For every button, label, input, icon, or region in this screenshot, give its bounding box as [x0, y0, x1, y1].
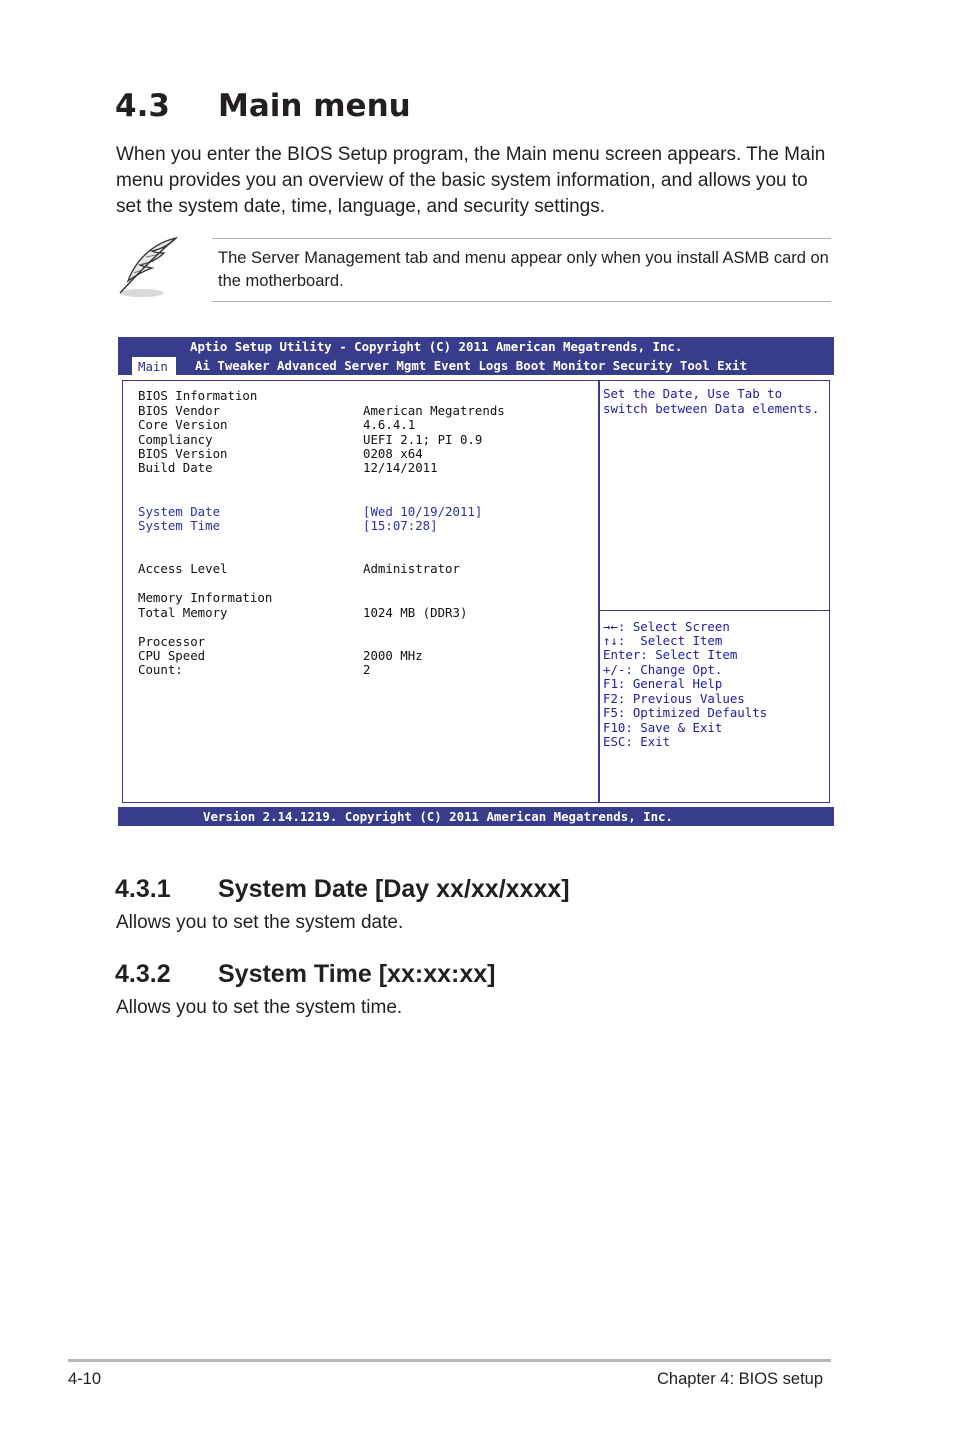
- subsection-description: Allows you to set the system time.: [116, 997, 403, 1018]
- row-value: 12/14/2011: [363, 460, 438, 475]
- intro-paragraph: When you enter the BIOS Setup program, the Main menu screen appears. The Main menu provides you an overview of the basic system information, and allows you to set the system date, time, language, and security settings.: [116, 144, 826, 217]
- row-value: Administrator: [363, 561, 460, 576]
- row-label: Memory Information: [138, 590, 273, 605]
- row-label: Compliancy: [138, 432, 213, 447]
- bios-version-bar: [118, 807, 834, 826]
- key-hint: Enter: Select Item: [603, 647, 738, 662]
- subsection-heading: [115, 875, 570, 904]
- subsection-description: Allows you to set the system date.: [116, 912, 404, 933]
- row-value: 2: [363, 662, 371, 677]
- bios-version: Version 2.14.1219. Copyright (C) 2011 American Megatrends, Inc.: [203, 809, 673, 824]
- row-value: UEFI 2.1; PI 0.9: [363, 432, 483, 447]
- section-heading: [115, 88, 411, 124]
- row-label: Build Date: [138, 460, 213, 475]
- section-title: Main menu: [218, 88, 411, 124]
- key-hint: ↑↓: Select Item: [603, 633, 723, 648]
- page-number: 4-10: [68, 1370, 102, 1388]
- key-hint: F10: Save & Exit: [603, 720, 723, 735]
- subsection-title: System Time [xx:xx:xx]: [218, 960, 496, 988]
- row-value: 4.6.4.1: [363, 417, 416, 432]
- bios-screenshot: [118, 337, 834, 826]
- feather-quill-icon: [114, 235, 184, 299]
- row-label: BIOS Information: [138, 388, 258, 403]
- help-text: switch between Data elements.: [603, 401, 820, 416]
- system-date-label[interactable]: System Date: [138, 504, 221, 519]
- row-label: Access Level: [138, 561, 228, 576]
- row-label: Core Version: [138, 417, 228, 432]
- row-label: Processor: [138, 634, 206, 649]
- tab-main[interactable]: Main: [132, 357, 176, 375]
- footer-rule: [68, 1359, 831, 1362]
- system-time-label[interactable]: System Time: [138, 518, 221, 533]
- row-value: 2000 MHz: [363, 648, 423, 663]
- help-text: Set the Date, Use Tab to: [603, 386, 783, 401]
- key-hint: →←: Select Screen: [603, 619, 730, 634]
- bios-title-bar: [118, 337, 834, 375]
- key-hint: +/-: Change Opt.: [603, 662, 723, 677]
- row-value: 1024 MB (DDR3): [363, 605, 468, 620]
- system-date-value[interactable]: [Wed 10/19/2011]: [363, 504, 483, 519]
- row-value: 0208 x64: [363, 446, 423, 461]
- note-top-rule: [212, 238, 831, 239]
- subsection-heading: [115, 960, 495, 989]
- note-bottom-rule: [212, 301, 831, 302]
- row-label: Count:: [138, 662, 183, 677]
- system-time-value[interactable]: [15:07:28]: [363, 518, 438, 533]
- row-label: Total Memory: [138, 605, 228, 620]
- row-value: American Megatrends: [363, 403, 505, 418]
- row-label: BIOS Vendor: [138, 403, 221, 418]
- row-label: BIOS Version: [138, 446, 228, 461]
- note-text: The Server Management tab and menu appear only when you install ASMB card on the motherboard.: [218, 249, 829, 290]
- subsection-number: 4.3.1: [115, 875, 171, 903]
- chapter-label: Chapter 4: BIOS setup: [657, 1370, 824, 1388]
- subsection-number: 4.3.2: [115, 960, 171, 988]
- subsection-title: System Date [Day xx/xx/xxxx]: [218, 875, 570, 903]
- bios-title: Aptio Setup Utility - Copyright (C) 2011 American Megatrends, Inc.: [190, 339, 683, 354]
- key-hint: F2: Previous Values: [603, 691, 745, 706]
- key-hint: F5: Optimized Defaults: [603, 705, 768, 720]
- row-label: CPU Speed: [138, 648, 206, 663]
- help-divider: [599, 610, 830, 611]
- key-hint: ESC: Exit: [603, 734, 671, 749]
- section-number: 4.3: [115, 88, 170, 124]
- bios-tabs[interactable]: Ai Tweaker Advanced Server Mgmt Event Logs Boot Monitor Security Tool Exit: [195, 358, 748, 373]
- key-hint: F1: General Help: [603, 676, 723, 691]
